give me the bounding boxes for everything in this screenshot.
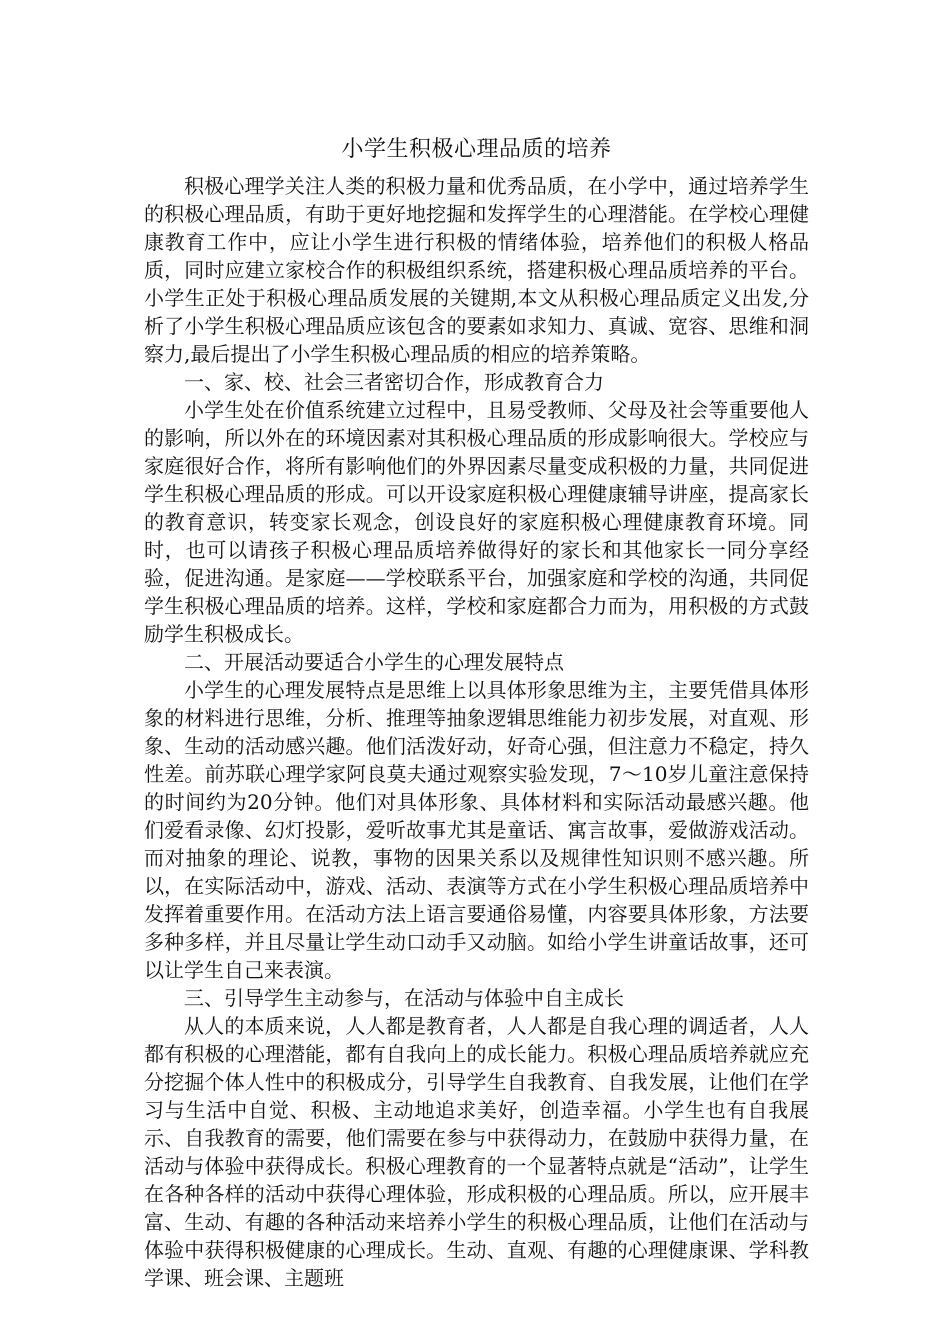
section-heading-1: 一、家、校、社会三者密切合作，形成教育合力 [184,370,604,394]
section-heading-3: 三、引导学生主动参与，在活动与体验中自主成长 [184,986,624,1010]
section-paragraph-3: 从人的本质来说，人人都是教育者，人人都是自我心理的调适者，人人都有积极的心理潜能，都有自我向上的成长能力。积极心理品质培养就应充分挖掘个体人性中的积极成分，引导学生自我教育、自我发展，让他们在学习与生活中自觉、积极、主动地追求美好，创造幸福。小学生也有自我展示、自我教育的需要，他们需要在参与中获得动力，在鼓励中获得力量，在活动与体验中获得成长。积极心理教育的一个显著特点就是“活动”，让学生在各种各样的活动中获得心理体验，形成积极的心理品质。所以，应开展丰富、生动、有趣的各种活动来培养小学生的积极心理品质，让他们在活动与体验中获得积极健康的心理成长。生动、直观、有趣的心理健康课、学科教学课、班会课、主题班 [144,1014,809,1290]
document-page [144,134,809,1292]
section-paragraph-1: 小学生处在价值系统建立过程中，且易受教师、父母及社会等重要他人的影响，所以外在的环境因素对其积极心理品质的形成影响很大。学校应与家庭很好合作，将所有影响他们的外界因素尽量变成积极的力量，共同促进学生积极心理品质的形成。可以开设家庭积极心理健康辅导讲座，提高家长的教育意识，转变家长观念，创设良好的家庭积极心理健康教育环境。同时，也可以请孩子积极心理品质培养做得好的家长和其他家长一同分享经验，促进沟通。是家庭——学校联系平台，加强家庭和学校的沟通，共同促学生积极心理品质的培养。这样，学校和家庭都合力而为，用积极的方式鼓励学生积极成长。 [144,398,809,646]
section-paragraph-2: 小学生的心理发展特点是思维上以具体形象思维为主，主要凭借具体形象的材料进行思维，分析、推理等抽象逻辑思维能力初步发展，对直观、形象、生动的活动感兴趣。他们活泼好动，好奇心强，但注意力不稳定，持久性差。前苏联心理学家阿良莫夫通过观察实验发现，7～10岁儿童注意保持的时间约为20分钟。他们对具体形象、具体材料和实际活动最感兴趣。他们爱看录像、幻灯投影，爱听故事尤其是童话、寓言故事，爱做游戏活动。而对抽象的理论、说教，事物的因果关系以及规律性知识则不感兴趣。所以，在实际活动中，游戏、活动、表演等方式在小学生积极心理品质培养中发挥着重要作用。在活动方法上语言要通俗易懂，内容要具体形象，方法要多种多样，并且尽量让学生动口动手又动脑。如给小学生讲童话故事，还可以让学生自己来表演。 [144,678,809,982]
intro-paragraph: 积极心理学关注人类的积极力量和优秀品质，在小学中，通过培养学生的积极心理品质，有助于更好地挖掘和发挥学生的心理潜能。在学校心理健康教育工作中，应让小学生进行积极的情绪体验，培养他们的积极人格品质，同时应建立家校合作的积极组织系统，搭建积极心理品质培养的平台。小学生正处于积极心理品质发展的关键期,本文从积极心理品质定义出发,分析了小学生积极心理品质应该包含的要素如求知力、真诚、宽容、思维和洞察力,最后提出了小学生积极心理品质的相应的培养策略。 [144,174,809,366]
document-title: 小学生积极心理品质的培养 [341,137,612,162]
section-heading-2: 二、开展活动要适合小学生的心理发展特点 [184,650,564,674]
